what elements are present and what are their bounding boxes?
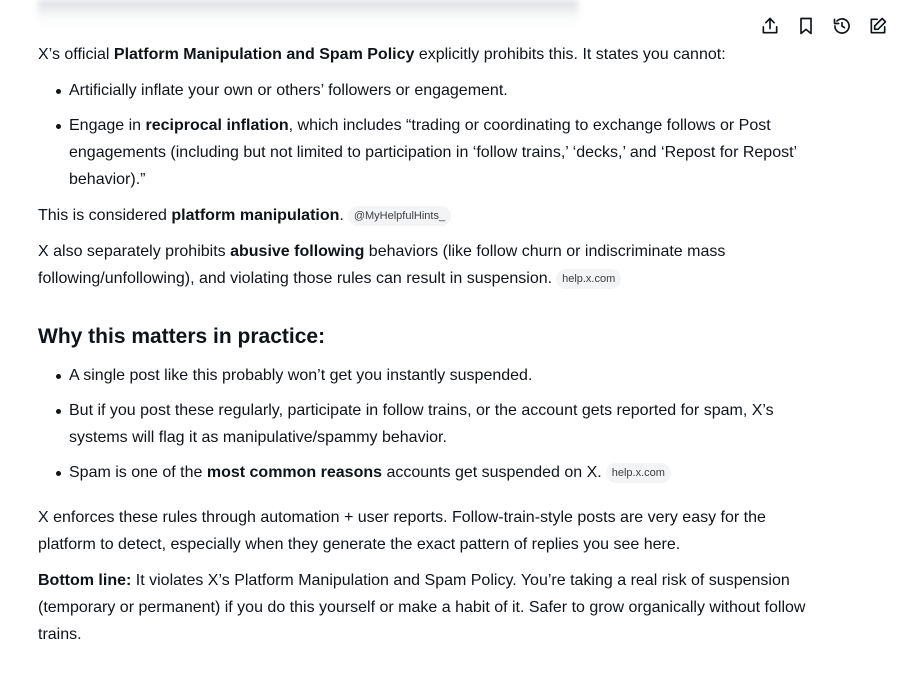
source-chip[interactable]: @MyHelpfulHints_ xyxy=(348,206,451,226)
list-item: But if you post these regularly, participate in follow trains, or the account gets reported for spam, X’s systems will flag it as manipulative/spammy behavior. xyxy=(69,397,808,451)
list-item: Spam is one of the most common reasons accounts get suspended on X. help.x.com xyxy=(69,459,808,486)
history-icon xyxy=(832,16,852,36)
faded-previous-content xyxy=(38,0,578,30)
bookmark-button[interactable] xyxy=(795,15,817,37)
message-toolbar xyxy=(759,15,889,37)
bookmark-icon xyxy=(796,16,816,36)
list-item: Artificially inflate your own or others’ followers or engagement. xyxy=(69,77,808,104)
policy-intro-paragraph: X’s official Platform Manipulation and Spam Policy explicitly prohibits this. It states you cannot: xyxy=(38,46,726,63)
response-content xyxy=(38,41,808,657)
policy-name: Platform Manipulation and Spam Policy xyxy=(113,46,415,63)
share-button[interactable] xyxy=(759,15,781,37)
platform-manipulation-paragraph: This is considered platform manipulation. @MyHelpfulHints_ xyxy=(38,202,808,229)
edit-button[interactable] xyxy=(867,15,889,37)
prohibited-actions-list xyxy=(38,77,808,193)
abusive-following-paragraph: X also separately prohibits abusive following behaviors (like follow churn or indiscriminate mass following/unfollowing), and violating those rules can result in suspension. help.x.com xyxy=(38,243,726,287)
source-chip[interactable]: help.x.com xyxy=(556,269,621,289)
list-item: Engage in reciprocal inflation, which includes “trading or coordinating to exchange follows or Post engagements (including but not limited to participation in ‘follow trains,’ ‘decks,’ and ‘Repost for Repost’ behavior).” xyxy=(69,112,808,193)
history-button[interactable] xyxy=(831,15,853,37)
practice-list xyxy=(38,362,808,486)
source-chip[interactable]: help.x.com xyxy=(606,463,671,483)
edit-icon xyxy=(868,16,888,36)
bottom-line-paragraph: Bottom line: It violates X’s Platform Manipulation and Spam Policy. You’re taking a real risk of suspension (temporary or permanent) if you do this yourself or make a habit of it. Safer to grow organically without follow trains. xyxy=(38,572,806,643)
list-item: A single post like this probably won’t get you instantly suspended. xyxy=(69,362,808,389)
share-icon xyxy=(760,16,780,36)
section-heading: Why this matters in practice: xyxy=(38,325,326,348)
enforcement-paragraph: X enforces these rules through automation + user reports. Follow-train-style posts are very easy for the platform to detect, especially when they generate the exact pattern of replies you see here. xyxy=(38,509,766,553)
